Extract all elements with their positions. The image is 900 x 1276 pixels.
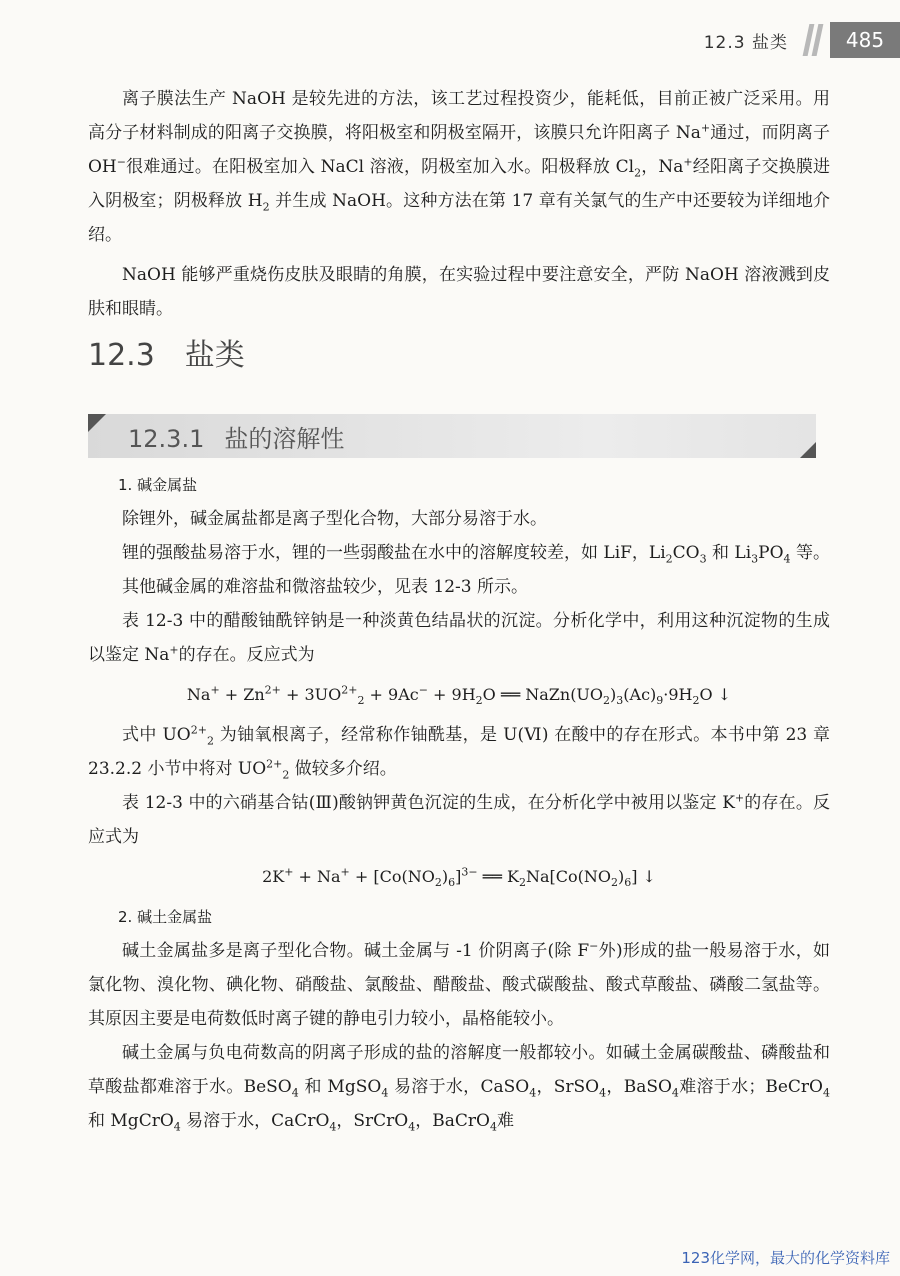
equation-potassium: $2K^+ + Na^+ + [Co(NO_2)_6]^{3-}$ ══ $K_2Na[Co(NO_2)_6]$ ↓ [262,865,656,890]
equation-sodium: $Na^+ + Zn^{2+} + 3UO^{2+}_2 + 9Ac^- + 9H_2O$ ══ $NaZn(UO_2)_3(Ac)_9\cdot 9H_2O$ ↓ [186,683,732,708]
alkaline-earth-paragraph-1: 碱土金属盐多是离子型化合物。碱土金属与 -1 价阴离子(除 F−外)形成的盐一般易溶于水，如氯化物、溴化物、碘化物、硝酸盐、氯酸盐、醋酸盐、酸式碳酸盐、酸式草酸盐、磷酸二氢盐等。其原因主要是电荷数低时离子键的静电引力较小，晶格能较小。 [88,939,831,1029]
alkali-paragraph-3: 其他碱金属的难溶盐和微溶盐较少，见表 12-3 所示。 [122,577,528,597]
header-stripes [806,24,824,56]
alkaline-earth-paragraph-2: 碱土金属与负电荷数高的阴离子形成的盐的溶解度一般都较小。如碱土金属碳酸盐、磷酸盐和草酸盐都难溶于水。BeSO$_4$ 和 MgSO$_4$ 易溶于水，CaSO$_4$，SrSO$_4$，BaSO$_4$难溶于水；BeCrO$_4$ 和 MgCrO$_4$ 易溶于水，CaCrO$_4$，SrCrO$_4$，BaCrO$_4$难 [88,1043,830,1134]
watermark-footer: 123化学网，最大的化学资料库 [681,1249,890,1267]
intro-paragraph-2: NaOH 能够严重烧伤皮肤及眼睛的角膜，在实验过程中要注意安全，严防 NaOH 溶液溅到皮肤和眼睛。 [88,265,830,319]
intro-paragraph-1: 离子膜法生产 NaOH 是较先进的方法，该工艺过程投资少，能耗低，目前正被广泛采用。用高分子材料制成的阳离子交换膜，将阳极室和阴极室隔开，该膜只允许阳离子 Na+通过，而阴离子 OH−很难通过。在阳极室加入 NaCl 溶液，阴极室加入水。阳极释放 $Cl_2$，Na+经阳离子交换膜进入阴极室；阴极释放 $H_2$ 并生成 NaOH。这种方法在第 17 章有关氯气的生产中还要较为详细地介绍。 [88,89,831,245]
header-section: 12.3 盐类 [703,32,788,53]
alkali-paragraph-6: 表 12-3 中的六硝基合钴(Ⅲ)酸钠钾黄色沉淀的生成，在分析化学中被用以鉴定 K+的存在。反应式为 [88,791,830,847]
body-text [88,468,830,1138]
alkali-paragraph-2: 锂的强酸盐易溶于水，锂的一些弱酸盐在水中的溶解度较差，如 LiF，$Li_2CO_3$ 和 $Li_3PO_4$ 等。 [122,543,830,566]
subsection-heading: 12.3.1 盐的溶解性 [128,425,345,453]
subsection-banner [88,414,816,458]
heading-alkaline-earth-salts: 2. 碱土金属盐 [118,908,213,926]
banner-corner-mark-end [800,442,816,458]
running-header [704,22,900,58]
section-heading: 12.3 盐类 [88,338,245,373]
alkali-paragraph-1: 除锂外，碱金属盐都是离子型化合物，大部分易溶于水。 [122,509,547,529]
intro-text [88,82,830,326]
page-number: 485 [830,22,900,58]
alkali-paragraph-4: 表 12-3 中的醋酸铀酰锌钠是一种淡黄色结晶状的沉淀。分析化学中，利用这种沉淀物的生成以鉴定 Na+的存在。反应式为 [88,611,830,665]
alkali-paragraph-5: 式中 $UO^{2+}_2$ 为铀氧根离子，经常称作铀酰基，是 U(Ⅵ) 在酸中的存在形式。本书中第 23 章 23.2.2 小节中将对 $UO^{2+}_2$ 做较多介绍。 [88,723,831,782]
banner-corner-mark [88,414,106,432]
heading-alkali-salts: 1. 碱金属盐 [118,476,198,494]
